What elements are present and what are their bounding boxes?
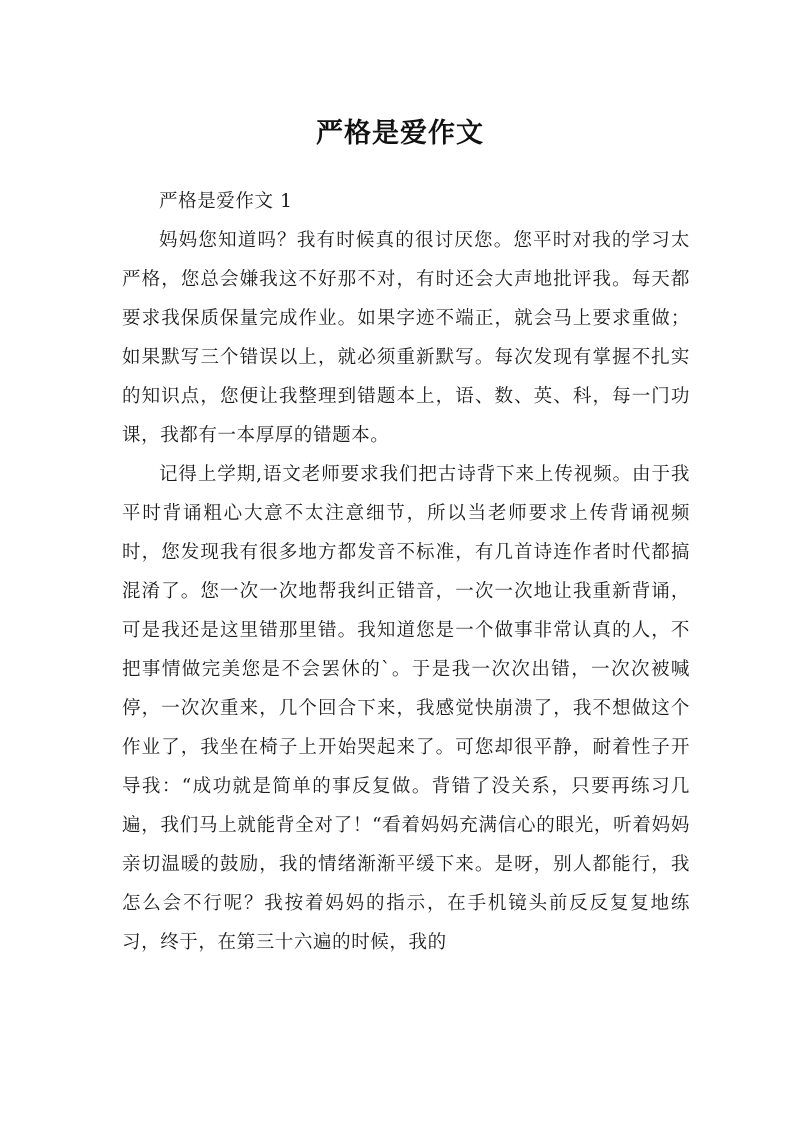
paragraph: 妈妈您知道吗？我有时候真的很讨厌您。您平时对我的学习太严格，您总会嫌我这不好那不对，有时还会大声地批评我。每天都要求我保质保量完成作业。如果字迹不端正，就会马上要求重做；如果默写三个错误以上，就必须重新默写。每次发现有掌握不扎实的知识点，您便让我整理到错题本上，语、数、英、科，每一门功课，我都有一本厚厚的错题本。 <box>122 230 690 446</box>
document-body <box>122 182 690 962</box>
section-heading: 严格是爱作文 1 <box>159 191 293 212</box>
document-title: 严格是爱作文 <box>316 118 484 150</box>
paragraph: 记得上学期,语文老师要求我们把古诗背下来上传视频。由于我平时背诵粗心大意不太注意细节，所以当老师要求上传背诵视频时，您发现我有很多地方都发音不标准，有几首诗连作者时代都搞混淆了。您一次一次地帮我纠正错音，一次一次地让我重新背诵，可是我还是这里错那里错。我知道您是一个做事非常认真的人，不把事情做完美您是不会罢休的`。于是我一次次出错，一次次被喊停，一次次重来，几个回合下来，我感觉快崩溃了，我不想做这个作业了，我坐在椅子上开始哭起来了。可您却很平静，耐着性子开导我：“成功就是简单的事反复做。背错了没关系，只要再练习几遍，我们马上就能背全对了！“看着妈妈充满信心的眼光，听着妈妈亲切温暖的鼓励，我的情绪渐渐平缓下来。是呀，别人都能行，我怎么会不行呢？我按着妈妈的指示，在手机镜头前反反复复地练习，终于，在第三十六遍的时候，我的 <box>122 464 690 953</box>
